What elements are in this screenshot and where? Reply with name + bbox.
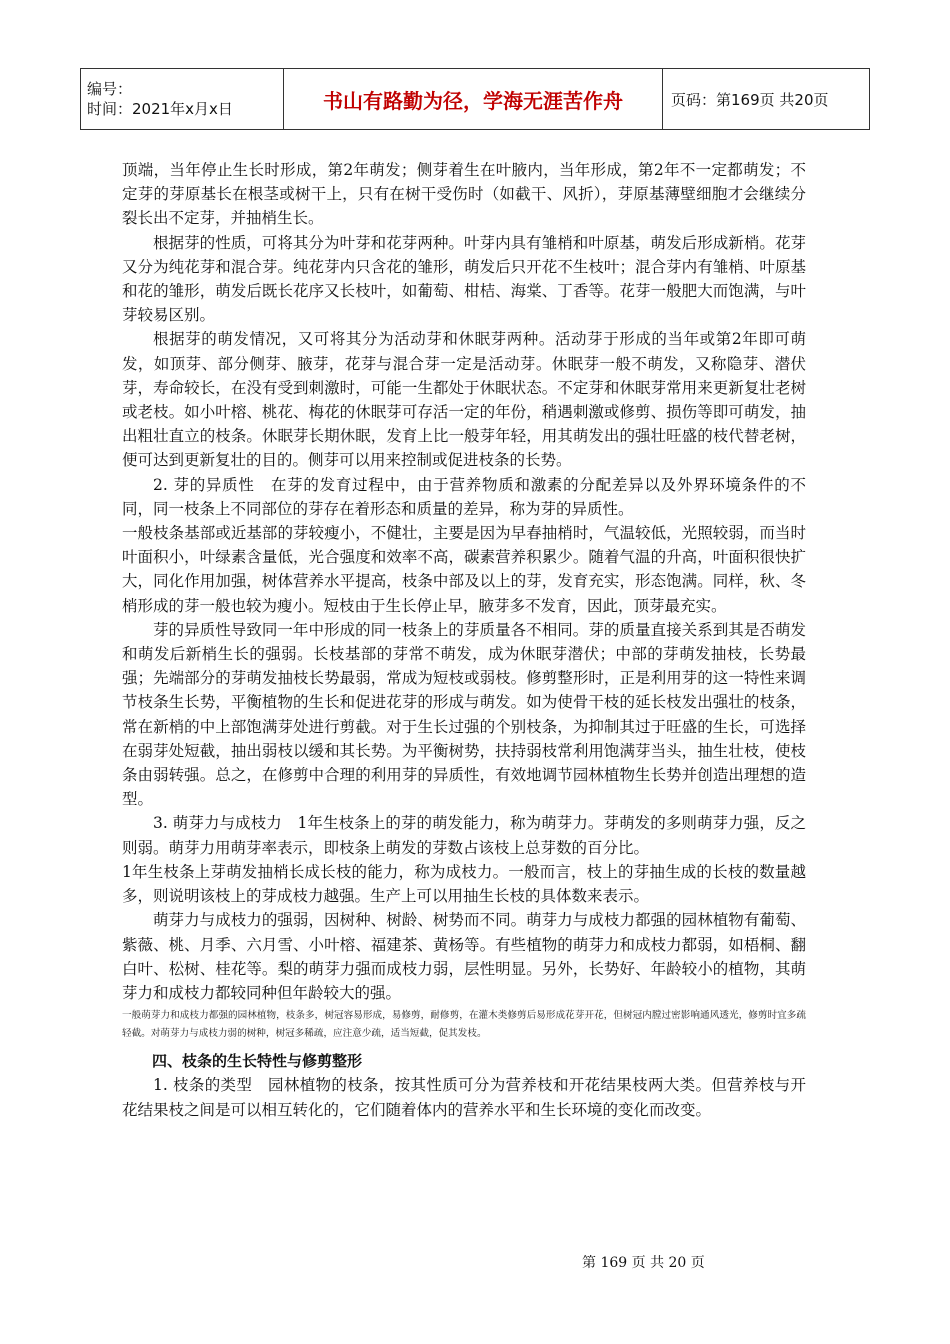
paragraph: 一般枝条基部或近基部的芽较瘦小，不健壮，主要是因为早春抽梢时，气温较低，光照较弱，而当时叶面积小，叶绿素含量低，光合强度和效率不高，碳素营养积累少。随着气温的升高，叶面积很快扩大，同化作用加强，树体营养水平提高，枝条中部及以上的芽，发育充实，形态饱满。同样，秋、冬梢形成的芽一般也较为瘦小。短枝由于生长停止早，腋芽多不发育，因此，顶芽最充实。: [122, 524, 806, 615]
header-page-info: 页码：第169页 共20页: [663, 69, 870, 130]
paragraph: 根据芽的性质，可将其分为叶芽和花芽两种。叶芽内具有雏梢和叶原基，萌发后形成新梢。花芽又分为纯花芽和混合芽。纯花芽内只含花的雏形，萌发后只开花不生枝叶；混合芽内有雏梢、叶原基和花的雏形，萌发后既长花序又长枝叶，如葡萄、柑桔、海棠、丁香等。花芽一般肥大而饱满，与叶芽较易区别。: [122, 233, 806, 325]
paragraph: 1年生枝条上芽萌发抽梢长成长枝的能力，称为成枝力。一般而言，枝上的芽抽生成的长枝的数量越多，则说明该枝上的芽成枝力越强。生产上可以用抽生长枝的具体数来表示。: [122, 862, 806, 906]
paragraph: 芽的异质性导致同一年中形成的同一枝条上的芽质量各不相同。芽的质量直接关系到其是否萌发和萌发后新梢生长的强弱。长枝基部的芽常不萌发，成为休眠芽潜伏；中部的芽萌发抽枝，长势最强；先端部分的芽萌发抽枝长势最弱，常成为短枝或弱枝。修剪整形时，正是利用芽的这一特性来调节枝条生长势，平衡植物的生长和促进花芽的形成与萌发。如为使骨干枝的延长枝发出强壮的枝条，常在新梢的中上部饱满芽处进行剪截。对于生长过强的个别枝条，为抑制其过于旺盛的生长，可选择在弱芽处短截，抽出弱枝以缓和其长势。为平衡树势，扶持弱枝常利用饱满芽当头，抽生壮枝，使枝条由弱转强。总之，在修剪中合理的利用芽的异质性，有效地调节园林植物生长势并创造出理想的造型。: [122, 620, 806, 809]
paragraph: 1. 枝条的类型 园林植物的枝条，按其性质可分为营养枝和开花结果枝两大类。但营养枝与开花结果枝之间是可以相互转化的，它们随着体内的营养水平和生长环境的变化而改变。: [122, 1076, 806, 1119]
paragraph: 3. 萌芽力与成枝力 1年生枝条上的芽的萌发能力，称为萌芽力。芽萌发的多则萌芽力强，反之则弱。萌芽力用萌芽率表示，即枝条上萌发的芽数占该枝上总芽数的百分比。: [122, 814, 806, 857]
paragraph: 2. 芽的异质性 在芽的发育过程中，由于营养物质和激素的分配差异以及外界环境条件的不同，同一枝条上不同部位的芽存在着形态和质量的差异，称为芽的异质性。: [122, 475, 806, 518]
page-footer: 第 169 页 共 20 页: [582, 1255, 705, 1271]
paragraph: 根据芽的萌发情况，又可将其分为活动芽和休眠芽两种。活动芽于形成的当年或第2年即可萌发，如顶芽、部分侧芽、腋芽，花芽与混合芽一定是活动芽。休眠芽一般不萌发，又称隐芽、潜伏芽，寿命较长，在没有受到刺激时，可能一生都处于休眠状态。不定芽和休眠芽常用来更新复壮老树或老枝。如小叶榕、桃花、梅花的休眠芽可存活一定的年份，稍遇刺激或修剪、损伤等即可萌发，抽出粗壮直立的枝条。休眠芽长期休眠，发育上比一般芽年轻，用其萌发出的强壮旺盛的枝代替老树，便可达到更新复壮的目的。侧芽可以用来控制或促进枝条的长势。: [122, 330, 806, 470]
header-motto: 书山有路勤为径，学海无涯苦作舟: [284, 69, 663, 130]
section-heading: 四、枝条的生长特性与修剪整形: [152, 1052, 363, 1071]
small-note-paragraph: 一般萌芽力和成枝力都强的园林植物，枝条多，树冠容易形成，易修剪，耐修剪，在灌木类修剪后易形成花芽开花，但树冠内膛过密影响通风透光，修剪时宜多疏轻截。对萌芽力与成枝力弱的树种，树冠多稀疏，应注意少疏，适当短截，促其发枝。: [122, 1010, 806, 1040]
header-meta: [81, 69, 284, 130]
document-number-label: 编号：: [87, 80, 133, 98]
document-date: 时间：2021年x月x日: [87, 100, 233, 118]
paragraph: 顶端，当年停止生长时形成，第2年萌发；侧芽着生在叶腋内，当年形成，第2年不一定都萌发；不定芽的芽原基长在根茎或树干上，只有在树干受伤时（如截干、风折），芽原基薄壁细胞才会继续分裂长出不定芽，并抽梢生长。: [122, 161, 806, 228]
paragraph: 萌芽力与成枝力的强弱，因树种、树龄、树势而不同。萌芽力与成枝力都强的园林植物有葡萄、紫薇、桃、月季、六月雪、小叶榕、福建茶、黄杨等。有些植物的萌芽力和成枝力都弱，如梧桐、翻白叶、松树、桂花等。梨的萌芽力强而成枝力弱，层性明显。另外，长势好、年龄较小的植物，其萌芽力和成枝力都较同种但年龄较大的强。: [122, 911, 806, 1002]
page-header: [80, 68, 870, 130]
document-body: [122, 158, 806, 1122]
